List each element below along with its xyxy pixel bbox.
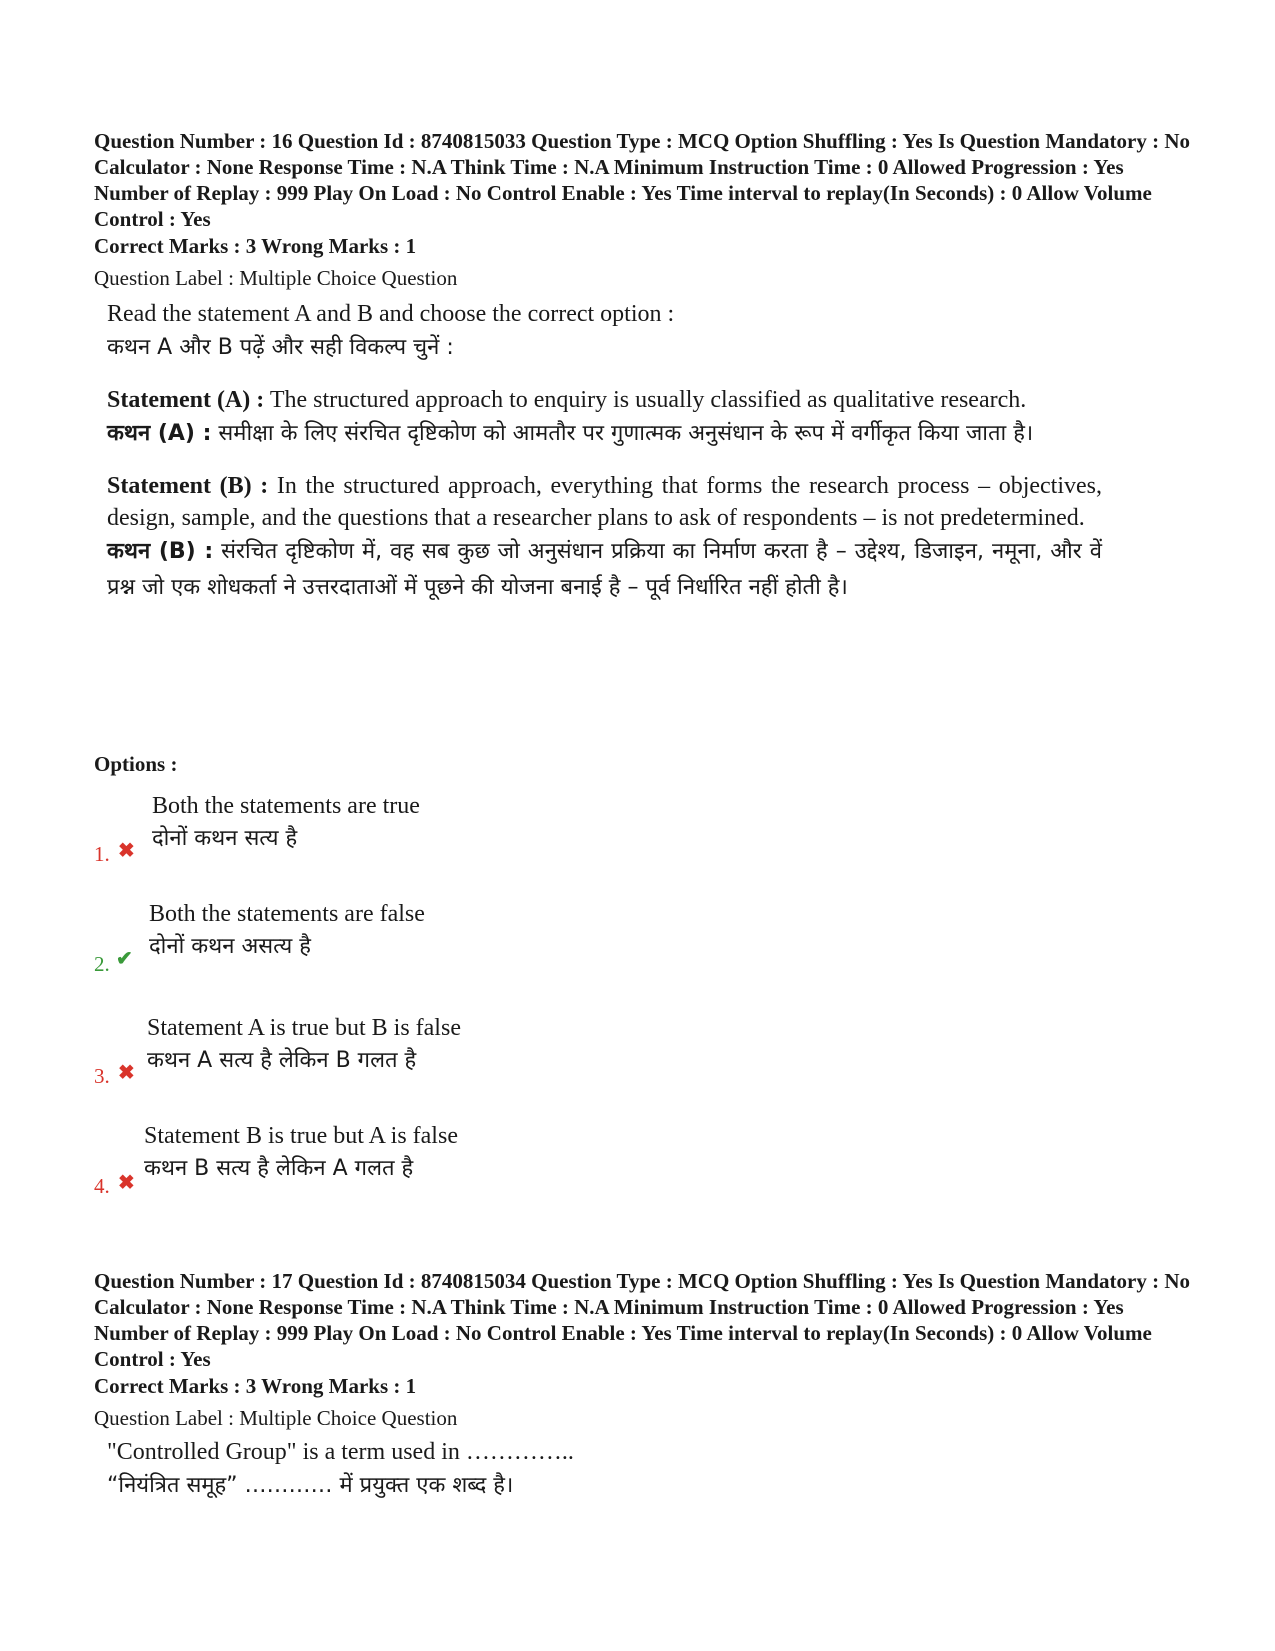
wrong-icon: ✖ (118, 1172, 135, 1194)
option-3-en: Statement A is true but B is false (147, 1015, 461, 1041)
option-4-number: 4. (94, 1174, 110, 1198)
option-3-hi: कथन A सत्य है लेकिन B गलत है (147, 1048, 417, 1073)
option-4-en: Statement B is true but A is false (144, 1123, 458, 1149)
correct-check-icon: ✔ (116, 948, 133, 970)
option-2-text (149, 898, 425, 964)
q17-marks: Correct Marks : 3 Wrong Marks : 1 (94, 1374, 417, 1398)
option-3-text (147, 1012, 461, 1078)
wrong-icon: ✖ (118, 1062, 135, 1084)
option-2-hi: दोनों कथन असत्य है (149, 934, 311, 959)
q16-instruction-hi: कथन A और B पढ़ें और सही विकल्प चुनें : (107, 335, 454, 360)
q17-question-body (107, 1436, 1102, 1504)
q16-statement-a-en: The structured approach to enquiry is usually classified as qualitative research. (269, 387, 1027, 413)
option-2-number: 2. (94, 952, 110, 976)
q17-meta: Question Number : 17 Question Id : 8740815034 Question Type : MCQ Option Shuffling : Yes Is Question Mandatory : No Calculator : None Response Time : N.A Think Time : N.A Minimum Instruction Time : 0 Allowed Progression : Yes Number of Replay : 999 Play On Load : No Control Enable : Yes Time interval to replay(In Seconds) : 0 Allow Volume Control : Yes (94, 1269, 1190, 1371)
q16-marks: Correct Marks : 3 Wrong Marks : 1 (94, 234, 417, 258)
option-1-number: 1. (94, 842, 110, 866)
q16-question-body (107, 298, 1102, 606)
q16-statement-a-hi: समीक्षा के लिए संरचित दृष्टिकोण को आमतौर पर गुणात्मक अनुसंधान के रूप में वर्गीकृत किया जाता है। (218, 421, 1034, 446)
option-4-hi: कथन B सत्य है लेकिन A गलत है (144, 1156, 414, 1181)
q16-statement-b (107, 470, 1102, 606)
option-4-text (144, 1120, 458, 1186)
option-1-en: Both the statements are true (152, 793, 420, 819)
option-1-hi: दोनों कथन सत्य है (152, 826, 298, 851)
q16-statement-a-head: Statement (A) : (107, 387, 265, 413)
q16-options-title: Options : (94, 752, 178, 776)
option-2-en: Both the statements are false (149, 901, 425, 927)
q16-statement-a-head-hi: कथन (A) : (107, 421, 212, 446)
q16-instruction-en: Read the statement A and B and choose the correct option : (107, 301, 675, 327)
option-3-number: 3. (94, 1064, 110, 1088)
q16-statement-b-head-hi: कथन (B) : (107, 539, 214, 564)
q17-question-hi: “नियंत्रित समूह” ………… में प्रयुक्त एक शब्द है। (107, 1473, 514, 1498)
q16-statement-b-head: Statement (B) : (107, 473, 269, 499)
q17-question-en: "Controlled Group" is a term used in ………….. (107, 1439, 574, 1465)
q16-label: Question Label : Multiple Choice Question (94, 266, 458, 290)
q16-statement-b-hi: संरचित दृष्टिकोण में, वह सब कुछ जो अनुसंधान प्रक्रिया का निर्माण करता है – उद्देश्य, डिजाइन, नमूना, और वें प्रश्न जो एक शोधकर्ता ने उत्तरदाताओं में पूछने की योजना बनाई है – पूर्व निर्धारित नहीं होती है। (107, 539, 1102, 600)
wrong-icon: ✖ (118, 840, 135, 862)
q16-meta: Question Number : 16 Question Id : 8740815033 Question Type : MCQ Option Shuffling : Yes Is Question Mandatory : No Calculator : None Response Time : N.A Think Time : N.A Minimum Instruction Time : 0 Allowed Progression : Yes Number of Replay : 999 Play On Load : No Control Enable : Yes Time interval to replay(In Seconds) : 0 Allow Volume Control : Yes (94, 129, 1190, 231)
q16-statement-a (107, 384, 1102, 452)
option-1-text (152, 790, 420, 856)
q17-label: Question Label : Multiple Choice Question (94, 1406, 458, 1430)
q16-statement-b-en: In the structured approach, everything that forms the research process – objectives, design, sample, and the questions that a researcher plans to ask of respondents – is not predetermined. (107, 473, 1103, 531)
